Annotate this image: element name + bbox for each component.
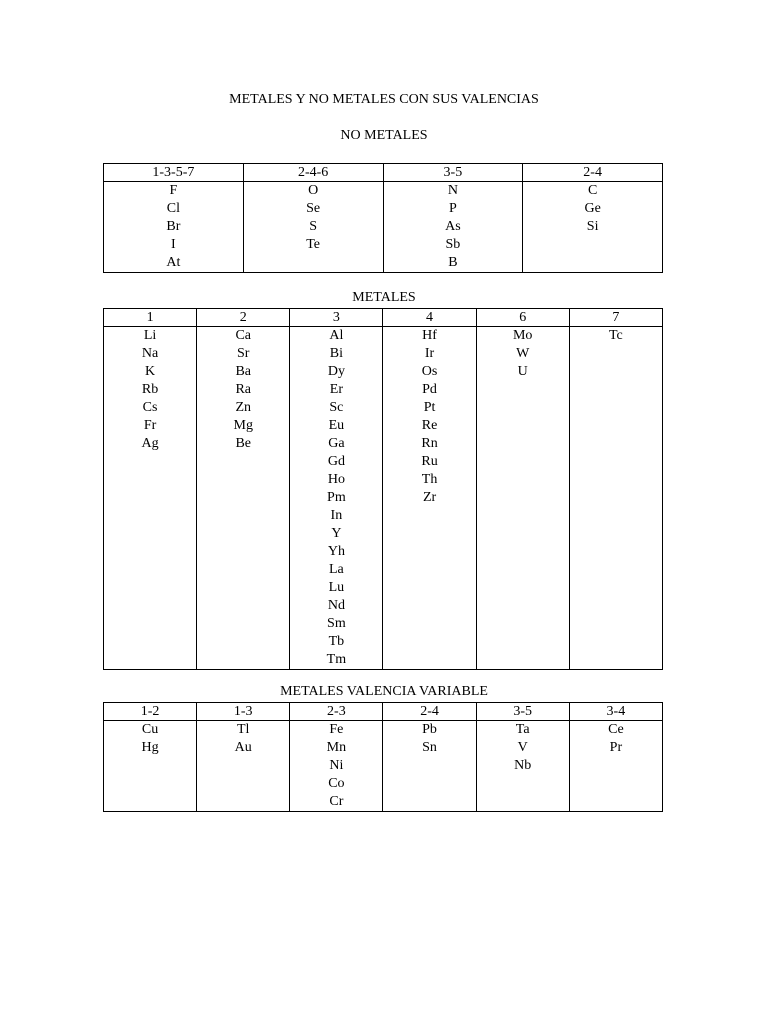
element-list: [243, 182, 383, 273]
element-symbol: S: [309, 219, 318, 234]
element-symbol: Ho: [327, 472, 345, 487]
element-symbol: Sn: [422, 740, 437, 755]
element-symbol: Tl: [237, 722, 250, 737]
element-symbol: As: [445, 219, 461, 234]
element-symbol: Sm: [327, 616, 346, 631]
no-metales-body-row: [104, 182, 663, 273]
element-symbol: Be: [235, 436, 252, 451]
element-symbol: Zn: [235, 400, 252, 415]
element-symbol: U: [517, 364, 528, 379]
column-header: 3-5: [383, 164, 523, 182]
element-list: [476, 721, 569, 812]
element-symbol: Nb: [514, 758, 532, 773]
element-symbol: B: [448, 255, 458, 270]
element-symbol: Sc: [329, 400, 344, 415]
element-symbol: Cl: [166, 201, 180, 216]
element-symbol: Th: [421, 472, 438, 487]
metales-variable-table: [103, 702, 663, 812]
element-list: [197, 327, 290, 670]
element-symbol: Pr: [609, 740, 623, 755]
element-symbol: Pb: [422, 722, 437, 737]
element-symbol: C: [587, 183, 598, 198]
element-symbol: Ta: [515, 722, 530, 737]
element-symbol: Cr: [329, 794, 344, 809]
element-symbol: Bi: [329, 346, 343, 361]
element-symbol: Co: [328, 776, 345, 791]
element-symbol: Si: [586, 219, 599, 234]
metales-header-row: [104, 309, 663, 327]
element-symbol: At: [166, 255, 181, 270]
column-header: 1-3: [197, 703, 290, 721]
element-symbol: Na: [141, 346, 159, 361]
column-header: 3-5: [476, 703, 569, 721]
element-symbol: W: [516, 346, 530, 361]
element-symbol: Mg: [233, 418, 253, 433]
element-symbol: Al: [329, 328, 344, 343]
element-symbol: Hf: [422, 328, 437, 343]
metales-body-row: [104, 327, 663, 670]
element-symbol: Ba: [235, 364, 252, 379]
no-metales-heading: NO METALES: [340, 128, 428, 143]
column-header: 3-4: [569, 703, 662, 721]
element-symbol: Os: [421, 364, 438, 379]
element-symbol: Lu: [328, 580, 345, 595]
element-list: [290, 721, 383, 812]
element-symbol: Dy: [327, 364, 345, 379]
element-symbol: N: [447, 183, 458, 198]
element-list: [104, 182, 244, 273]
element-symbol: Li: [143, 328, 157, 343]
element-list: [104, 721, 197, 812]
element-symbol: Ni: [329, 758, 344, 773]
element-symbol: Te: [306, 237, 321, 252]
column-header: 7: [569, 309, 662, 327]
element-symbol: Mn: [326, 740, 347, 755]
element-symbol: Ca: [235, 328, 252, 343]
element-symbol: Ge: [584, 201, 601, 216]
element-symbol: Ag: [141, 436, 159, 451]
element-symbol: Re: [421, 418, 438, 433]
element-symbol: Hg: [141, 740, 159, 755]
element-symbol: Rb: [141, 382, 159, 397]
element-symbol: Ra: [235, 382, 252, 397]
column-header: 2-4: [523, 164, 663, 182]
column-header: 3: [290, 309, 383, 327]
element-symbol: Sb: [445, 237, 461, 252]
element-symbol: F: [169, 183, 178, 198]
column-header: 2: [197, 309, 290, 327]
element-symbol: Yh: [327, 544, 345, 559]
element-symbol: Cs: [142, 400, 158, 415]
element-symbol: Ce: [608, 722, 624, 737]
element-symbol: Pd: [422, 382, 437, 397]
element-symbol: Tc: [608, 328, 623, 343]
element-list: [290, 327, 383, 670]
metales-variable-body-row: [104, 721, 663, 812]
no-metales-table: [103, 163, 663, 273]
element-symbol: Ir: [424, 346, 435, 361]
metales-variable-heading: METALES VALENCIA VARIABLE: [280, 684, 488, 699]
column-header: 2-4: [383, 703, 476, 721]
element-symbol: Au: [234, 740, 252, 755]
element-symbol: Fe: [329, 722, 344, 737]
element-symbol: Cu: [141, 722, 159, 737]
column-header: 1: [104, 309, 197, 327]
metales-variable-header-row: [104, 703, 663, 721]
element-symbol: Br: [166, 219, 181, 234]
element-symbol: Fr: [143, 418, 157, 433]
element-symbol: Mo: [512, 328, 533, 343]
column-header: 1-3-5-7: [104, 164, 244, 182]
element-symbol: K: [145, 364, 156, 379]
element-symbol: Er: [329, 382, 343, 397]
column-header: 6: [476, 309, 569, 327]
element-symbol: Sr: [237, 346, 250, 361]
element-symbol: Nd: [327, 598, 345, 613]
column-header: 4: [383, 309, 476, 327]
element-list: [383, 182, 523, 273]
element-symbol: Gd: [327, 454, 345, 469]
element-list: [569, 721, 662, 812]
element-list: [569, 327, 662, 670]
no-metales-header-row: [104, 164, 663, 182]
element-symbol: Y: [331, 526, 342, 541]
document-title: METALES Y NO METALES CON SUS VALENCIAS: [229, 92, 539, 107]
element-list: [197, 721, 290, 812]
element-symbol: Pt: [423, 400, 436, 415]
element-symbol: Se: [306, 201, 321, 216]
element-symbol: Tm: [326, 652, 347, 667]
element-symbol: Ru: [421, 454, 438, 469]
element-symbol: I: [171, 237, 176, 252]
element-symbol: V: [517, 740, 528, 755]
metales-heading: METALES: [352, 290, 416, 305]
column-header: 2-4-6: [243, 164, 383, 182]
element-list: [104, 327, 197, 670]
element-symbol: In: [330, 508, 343, 523]
element-list: [383, 327, 476, 670]
element-symbol: Pm: [327, 490, 346, 505]
element-symbol: La: [329, 562, 344, 577]
element-list: [523, 182, 663, 273]
element-symbol: Tb: [328, 634, 345, 649]
element-symbol: Rn: [421, 436, 438, 451]
column-header: 1-2: [104, 703, 197, 721]
element-list: [383, 721, 476, 812]
element-symbol: Eu: [328, 418, 345, 433]
element-list: [476, 327, 569, 670]
element-symbol: Zr: [422, 490, 437, 505]
element-symbol: P: [448, 201, 457, 216]
column-header: 2-3: [290, 703, 383, 721]
metales-table: [103, 308, 663, 670]
element-symbol: Ga: [328, 436, 345, 451]
element-symbol: O: [308, 183, 319, 198]
